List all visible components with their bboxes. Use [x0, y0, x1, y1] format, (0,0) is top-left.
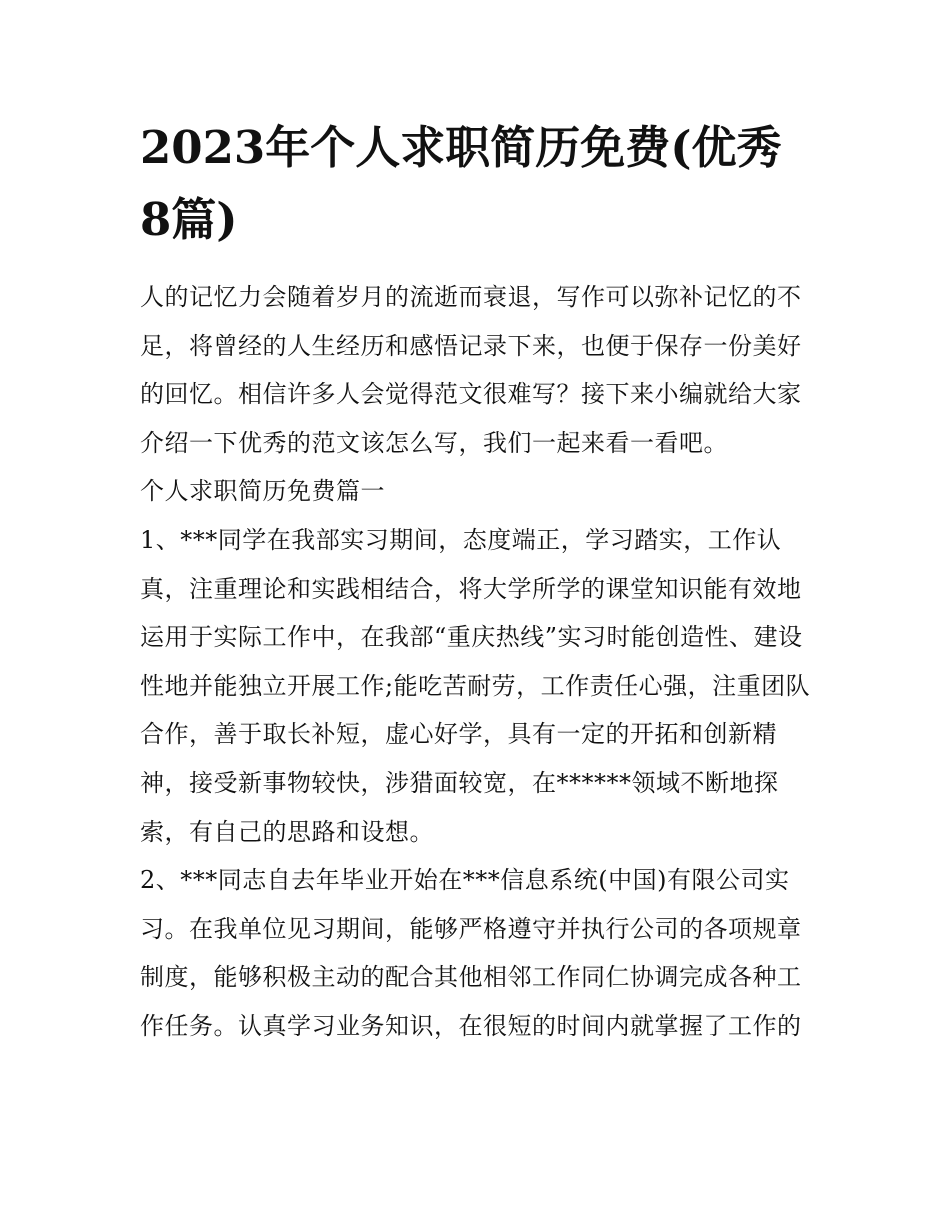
document-title: 2023年个人求职简历免费(优秀8篇): [140, 121, 782, 246]
body-paragraph-2: 2、***同志自去年毕业开始在***信息系统(中国)有限公司实习。在我单位见习期间，能够严格遵守并执行公司的各项规章制度，能够积极主动的配合其他相邻工作同仁协调完成各种工作任务。认真学习业务知识，在很短的时间内就掌握了工作的: [140, 866, 802, 1040]
document-page: [140, 112, 812, 1051]
body-paragraph-1: 1、***同学在我部实习期间，态度端正，学习踏实，工作认真，注重理论和实践相结合，将大学所学的课堂知识能有效地运用于实际工作中，在我部“重庆热线”实习时能创造性、建设性地并能独立开展工作;能吃苦耐劳，工作责任心强，注重团队合作，善于取长补短，虚心好学，具有一定的开拓和创新精神，接受新事物较快，涉猎面较宽，在******领域不断地探索，有自己的思路和设想。: [140, 525, 811, 846]
document-body: [140, 273, 812, 1051]
section-heading: 个人求职简历免费篇一: [140, 477, 385, 506]
intro-paragraph: 人的记忆力会随着岁月的流逝而衰退，写作可以弥补记忆的不足，将曾经的人生经历和感悟记录下来，也便于保存一份美好的回忆。相信许多人会觉得范文很难写？接下来小编就给大家介绍一下优秀的范文该怎么写，我们一起来看一看吧。: [140, 283, 802, 457]
